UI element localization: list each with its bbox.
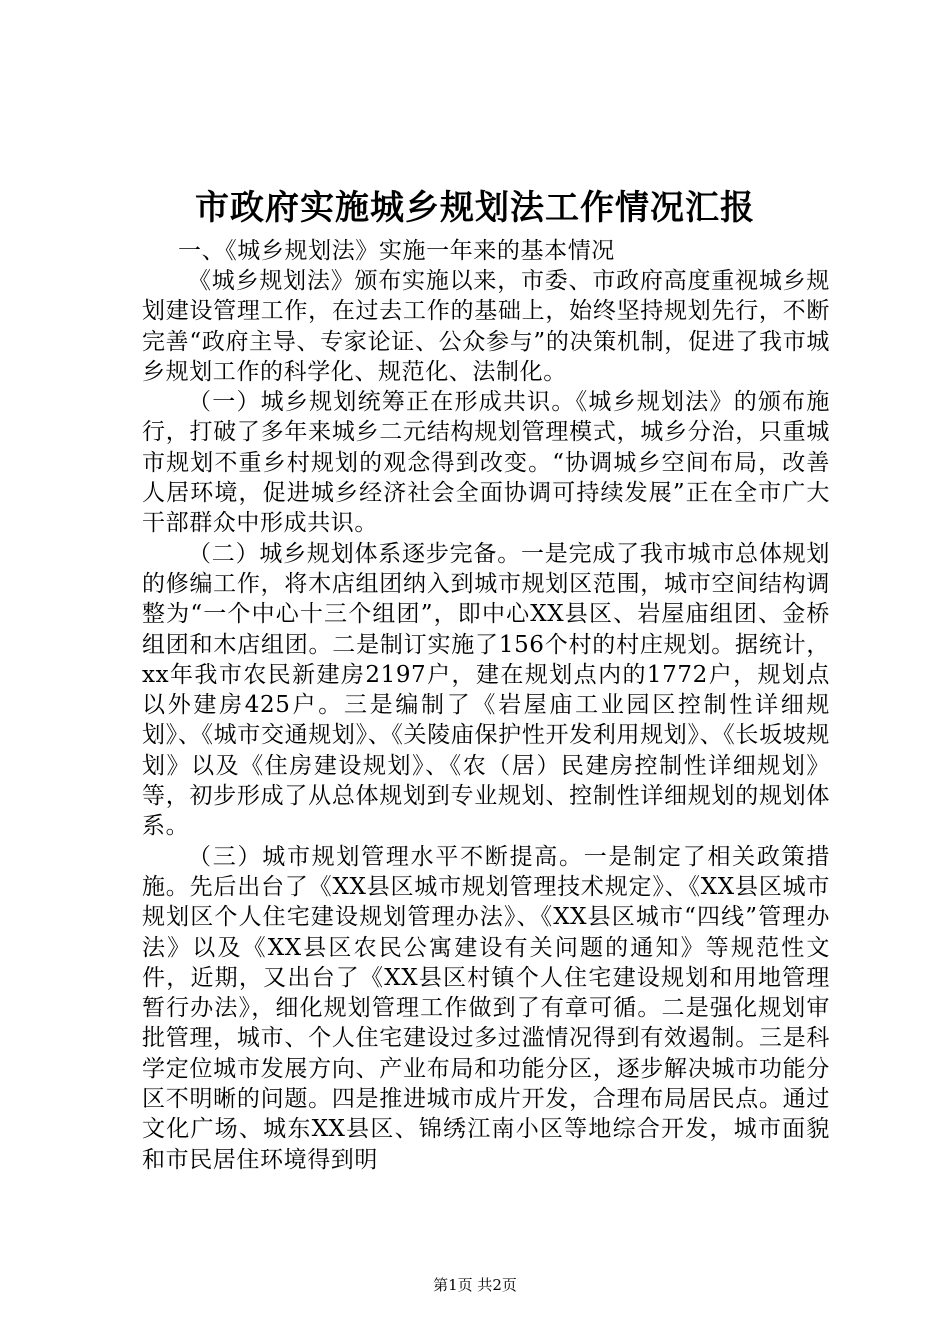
paragraph-management-level: （三）城市规划管理水平不断提高。一是制定了相关政策措施。先后出台了《XX县区城市规划管理技术规定》、《XX县区城市规划区个人住宅建设规划管理办法》、《XX县区城市“四线”管理办法》以及《XX县区农民公寓建设有关问题的通知》等规范性文件，近期，又出台了《XX县区村镇个人住宅建设规划和用地管理暂行办法》，细化规划管理工作做到了有章可循。二是强化规划审批管理，城市、个人住宅建设过多过滥情况得到有效遏制。三是科学定位城市发展方向、产业布局和功能分区，逐步解决城市功能分区不明晰的问题。四是推进城市成片开发，合理布局居民点。通过文化广场、城东XX县区、锦绣江南小区等地综合开发，城市面貌和市民居住环境得到明 xyxy=(142,843,830,1173)
paragraph-planning-system: （二）城乡规划体系逐步完备。一是完成了我市城市总体规划的修编工作，将木店组团纳入到城市规划区范围，城市空间结构调整为“一个中心十三个组团”，即中心XX县区、岩屋庙组团、金桥组团和木店组团。二是制订实施了156个村的村庄规划。据统计，xx年我市农民新建房2197户，建在规划点内的1772户，规划点以外建房425户。三是编制了《岩屋庙工业园区控制性详细规划》、《城市交通规划》、《关陵庙保护性开发利用规划》、《长坂坡规划》以及《住房建设规划》、《农（居）民建房控制性详细规划》等，初步形成了从总体规划到专业规划、控制性详细规划的规划体系。 xyxy=(142,540,830,840)
paragraph-consensus: （一）城乡规划统筹正在形成共识。《城乡规划法》的颁布施行，打破了多年来城乡二元结构规划管理模式，城乡分治，只重城市规划不重乡村规划的观念得到改变。“协调城乡空间布局，改善人居环境，促进城乡经济社会全面协调可持续发展”正在全市广大干部群众中形成共识。 xyxy=(142,389,830,537)
document-body xyxy=(142,236,830,1175)
document-title: 市政府实施城乡规划法工作情况汇报 xyxy=(195,188,755,228)
paragraph-intro: 《城乡规划法》颁布实施以来，市委、市政府高度重视城乡规划建设管理工作，在过去工作的基础上，始终坚持规划先行，不断完善“政府主导、专家论证、公众参与”的决策机制，促进了我市城乡规划工作的科学化、规范化、法制化。 xyxy=(142,268,830,385)
page-footer: 第1页 共2页 xyxy=(433,1276,517,1294)
section-heading: 一、《城乡规划法》实施一年来的基本情况 xyxy=(178,238,615,264)
